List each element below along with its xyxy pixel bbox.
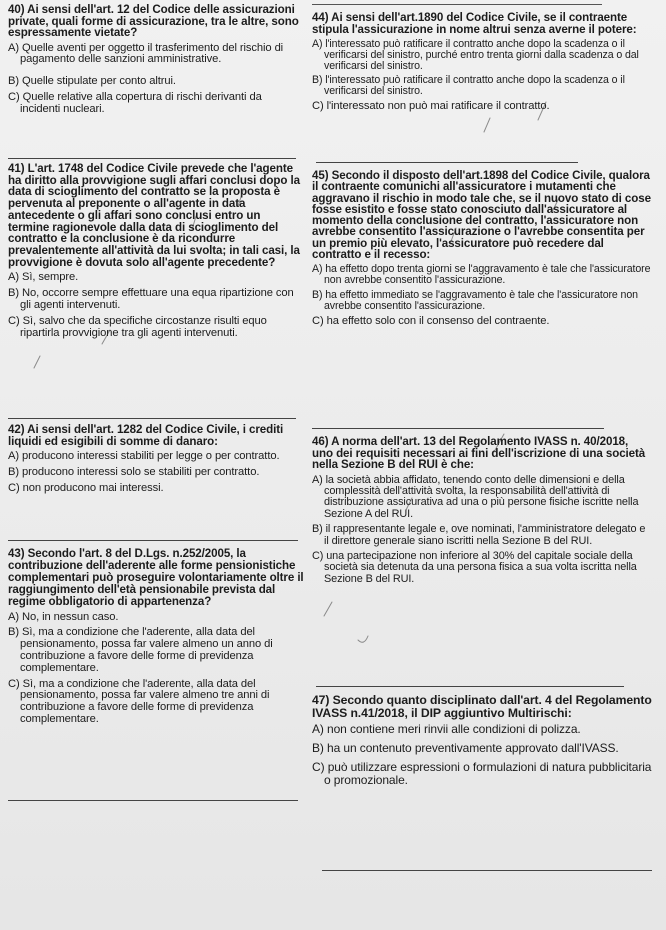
question-45	[312, 170, 652, 332]
option-b: B) ha un contenuto preventivamente approvato dall'IVASS.	[312, 741, 619, 756]
option-a: A) Quelle aventi per oggetto il trasferimento del rischio di pagamento delle sanzioni amministrative.	[8, 41, 284, 66]
option-a: A) ha effetto dopo trenta giorni se l'aggravamento è tale che l'assicuratore non avrebbe consentito l'assicurazione.	[312, 263, 651, 287]
separator	[8, 800, 298, 801]
question-text: Secondo il disposto dell'art.1898 del Codice Civile, qualora il contraente comunichi all'assicuratore i mutamenti che aggravano il rischio in modo tale che, se il nuovo stato di cose fosse esistito e fosse stato conosciuto dall'assicuratore al momento della conclusione del contratto, l'assicuratore non avrebbe consentito l'assicurazione o l'avrebbe consentita per un premio più elevato, l'assicuratore può recedere dal contratto e il recesso:	[312, 169, 651, 262]
question-number: 41)	[8, 162, 25, 175]
pen-mark	[324, 602, 332, 616]
question-text: Secondo quanto disciplinato dall'art. 4 del Regolamento IVASS n.41/2018, il DIP aggiuntivo Multirischi:	[312, 693, 652, 720]
option-b: B) ha effetto immediato se l'aggravamento è tale che l'assicuratore non avrebbe consentito l'assicurazione.	[312, 289, 638, 313]
option-b: B) l'interessato può ratificare il contratto anche dopo la scadenza o il verificarsi del sinistro.	[312, 74, 625, 98]
question-text: Ai sensi dell'art. 1282 del Codice Civile, i crediti liquidi ed esigibili di somme di danaro:	[8, 423, 284, 448]
option-a: A) No, in nessun caso.	[8, 610, 119, 623]
option-a: A) Sì, sempre.	[8, 271, 79, 284]
option-b: B) No, occorre sempre effettuare una equa ripartizione con gli agenti intervenuti.	[8, 287, 294, 311]
option-c: C) Quelle relative alla copertura di rischi derivanti da incidenti nucleari.	[8, 90, 262, 115]
question-text: Ai sensi dell'art.1890 del Codice Civile, se il contraente stipula l'assicurazione in nome altrui senza averne il potere:	[312, 11, 637, 36]
option-c: C) non producono mai interessi.	[8, 481, 164, 494]
question-number: 42)	[8, 423, 25, 436]
separator	[322, 870, 652, 871]
pen-mark	[358, 636, 368, 642]
option-a: A) la società abbia affidato, tenendo conto delle dimensioni e della complessità dell'attività svolta, la responsabilità dell'attività di distribuzione assicurativa ad una o più persone fisiche iscritte nella Sezione A del RUI.	[312, 473, 639, 520]
question-number: 44)	[312, 11, 329, 24]
pen-mark	[34, 356, 40, 368]
question-43	[8, 548, 304, 730]
separator	[8, 418, 296, 419]
option-c: C) ha effetto solo con il consenso del contraente.	[312, 315, 550, 327]
option-a: A) l'interessato può ratificare il contratto anche dopo la scadenza o il verificarsi del sinistro, purché entro trenta giorni dalla scadenza o dal verificarsi del sinistro.	[312, 38, 639, 72]
question-text: Ai sensi dell'art. 12 del Codice delle assicurazioni private, quali forme di assicurazione, tra le altre, sono espressamente vietate?	[8, 3, 299, 39]
separator	[316, 686, 624, 687]
separator	[316, 162, 578, 163]
question-number: 43)	[8, 547, 25, 560]
question-number: 45)	[312, 169, 329, 182]
separator	[312, 428, 604, 429]
option-b: B) Quelle stipulate per conto altrui.	[8, 75, 176, 88]
option-c: C) Sì, salvo che da specifiche circostanze risulti equo ripartirla provvigione tra gli agenti intervenuti.	[8, 314, 267, 339]
question-42	[8, 424, 304, 498]
option-c: C) l'interessato non può mai ratificare il contratto.	[312, 99, 550, 112]
separator	[8, 540, 298, 541]
question-text: A norma dell'art. 13 del Regolamento IVASS n. 40/2018, uno dei requisiti necessari ai fini dell'iscrizione di una società nella Sezione B del RUI è che:	[312, 435, 646, 471]
option-a: A) non contiene meri rinvii alle condizioni di polizza.	[312, 722, 581, 737]
question-44	[312, 12, 652, 117]
option-c: C) Sì, ma a condizione che l'aderente, alla data del pensionamento, possa far valere almeno tre anni di contribuzione a favore delle forme di previdenza complementare.	[8, 677, 270, 725]
top-rule	[312, 4, 602, 5]
option-b: B) il rappresentante legale e, ove nominati, l'amministratore delegato e il direttore generale siano iscritti nella Sezione B del RUI.	[312, 523, 646, 547]
question-number: 40)	[8, 3, 25, 16]
separator	[8, 158, 296, 159]
question-number: 47)	[312, 693, 330, 707]
question-41	[8, 163, 304, 343]
question-46	[312, 436, 652, 589]
question-number: 46)	[312, 435, 329, 448]
question-text: L'art. 1748 del Codice Civile prevede che l'agente ha diritto alla provvigione sugli affari conclusi dopo la data di scioglimento del contratto se la proposta è pervenuta al preponente o all'agente in data antecedente o gli affari sono conclusi entro un termine ragionevole dalla data di scioglimento del contratto e la conclusione è da ricondurre prevalentemente all'attività da lui svolta; in tali casi, la provvigione è dovuta solo all'agente precedente?	[8, 162, 300, 269]
question-47	[312, 694, 652, 791]
option-b: B) Sì, ma a condizione che l'aderente, alla data del pensionamento, possa far valere almeno un anno di contribuzione a favore delle forme di previdenza complementare.	[8, 626, 273, 674]
option-c: C) può utilizzare espressioni o formulazioni di natura pubblicitaria o promozionale.	[312, 760, 652, 788]
question-40	[8, 4, 304, 119]
option-b: B) producono interessi solo se stabiliti per contratto.	[8, 465, 260, 478]
option-a: A) producono interessi stabiliti per legge o per contratto.	[8, 450, 280, 462]
question-text: Secondo l'art. 8 del D.Lgs. n.252/2005, la contribuzione dell'aderente alle forme pensionistiche complementari può proseguire volontariamente oltre il raggiungimento dell'età pensionabile prevista dal regime obbligatorio di appartenenza?	[8, 547, 304, 608]
pen-mark	[484, 118, 490, 132]
option-c: C) una partecipazione non inferiore al 30% del capitale sociale della società sia detenuta da una persona fisica a sua volta iscritta nella Sezione B del RUI.	[312, 549, 637, 585]
